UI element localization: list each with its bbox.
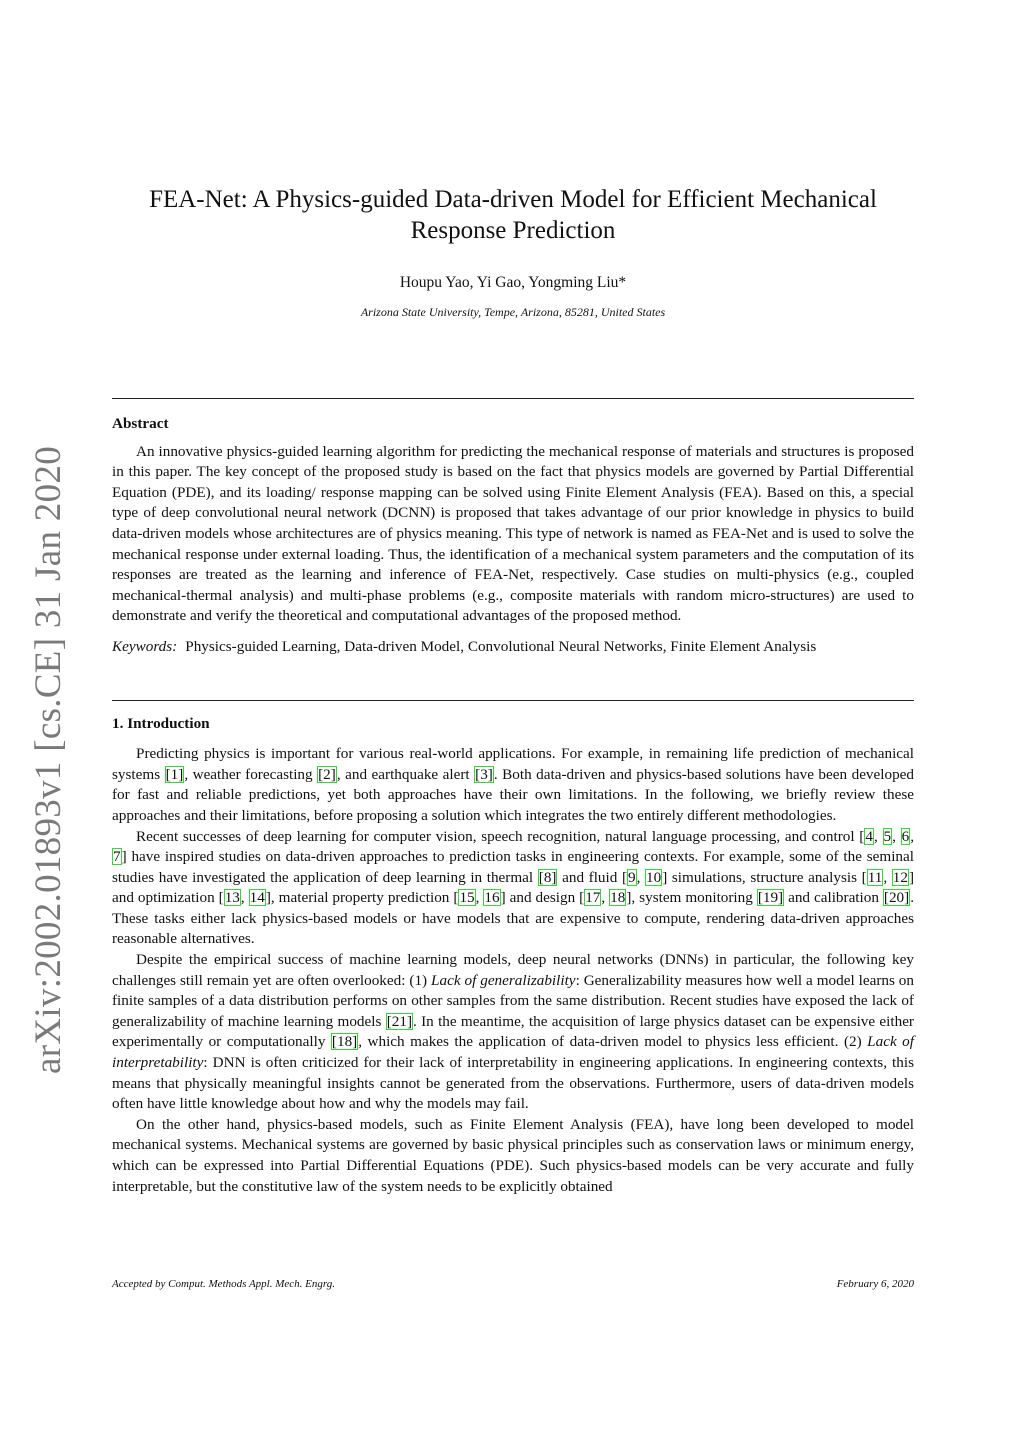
text-run: , and earthquake alert xyxy=(336,765,475,783)
citation-link[interactable]: 12 xyxy=(892,868,908,886)
citation-link[interactable]: 5 xyxy=(883,827,892,845)
citation-link[interactable]: 6 xyxy=(901,827,910,845)
footer-journal: Accepted by Comput. Methods Appl. Mech. Engrg. xyxy=(112,1278,336,1290)
intro-paragraph-2 xyxy=(112,827,914,951)
intro-paragraph-3 xyxy=(112,950,914,1115)
separator: , xyxy=(892,827,901,845)
text-run: and fluid [ xyxy=(557,868,628,886)
citation-link[interactable]: [21] xyxy=(386,1012,413,1030)
text-run: : Generalizability measures how well a model learns on finite samples of a data distribution performs on other samples from the same distribution. Recent studies have exposed the lack of generalizability of machine learning models xyxy=(112,971,914,1030)
citation-link[interactable]: [3] xyxy=(475,765,493,783)
citation-link[interactable]: 18 xyxy=(610,889,626,907)
citation-link[interactable]: 13 xyxy=(224,889,240,907)
text-run: ] and optimization [ xyxy=(112,868,915,907)
citation-link[interactable]: [2] xyxy=(318,765,336,783)
citation-link[interactable]: 15 xyxy=(459,889,475,907)
separator: , xyxy=(601,889,610,907)
text-run: ], system monitoring xyxy=(626,889,757,907)
text-run: , which makes the application of data-driven model to physics less efficient. (2) xyxy=(358,1033,868,1051)
title-line-2: Response Prediction xyxy=(410,217,616,244)
citation-link[interactable]: [1] xyxy=(165,765,184,783)
citation-link[interactable]: [8] xyxy=(538,868,557,886)
text-run: Recent successes of deep learning for computer vision, speech recognition, natural language processing, and control [ xyxy=(136,827,865,845)
text-run: ], material property prediction [ xyxy=(265,889,459,907)
page-footer xyxy=(112,1278,914,1290)
citation-link[interactable]: [18] xyxy=(331,1033,358,1051)
main-content xyxy=(112,414,914,1197)
intro-paragraph-4: On the other hand, physics-based models, such as Finite Element Analysis (FEA), have long been developed to model mechanical systems. Mechanical systems are governed by basic physical principles such as conservation laws or minimum energy, which can be expressed into Partial Differential Equations (PDE). Such physics-based models can be very accurate and fully interpretable, but the constitutive law of the system needs to be explicitly obtained xyxy=(112,1115,914,1195)
citation-link[interactable]: 17 xyxy=(585,889,601,907)
divider-top xyxy=(112,398,914,399)
title-line-1: FEA-Net: A Physics-guided Data-driven Model for Efficient Mechanical xyxy=(149,186,877,213)
emphasis-interpretability: Lack of interpretability xyxy=(112,1033,914,1072)
text-run: . In the meantime, the acquisition of large physics dataset can be expensive either experimentally or computationally xyxy=(112,1012,914,1051)
keywords-text: Physics-guided Learning, Data-driven Model, Convolutional Neural Networks, Finite Element Analysis xyxy=(185,637,817,655)
separator: , xyxy=(636,868,646,886)
text-run: . Both data-driven and physics-based solutions have been developed for fast and reliable predictions, yet both approaches have their own limitations. In the following, we briefly review these approaches and their limitations, before proposing a solution which integrates the two entirely different methodologies. xyxy=(112,765,915,824)
affiliation: Arizona State University, Tempe, Arizona, 85281, United States xyxy=(360,305,666,319)
arxiv-identifier: arXiv:2002.01893v1 [cs.CE] 31 Jan 2020 xyxy=(27,446,69,1074)
text-run: : DNN is often criticized for their lack of interpretability in engineering applications. In engineering contexts, this means that physically meaningful insights cannot be generated from the observations. Furthermore, users of data-driven models often have little knowledge about how and why the models may fail. xyxy=(112,1054,914,1113)
text-run: . These tasks either lack physics-based models or have models that are expensive to compute, rendering data-driven approaches reasonable alternatives. xyxy=(112,889,915,948)
citation-link[interactable]: 16 xyxy=(484,889,500,907)
paper-title xyxy=(112,184,914,246)
citation-link[interactable]: 14 xyxy=(249,889,265,907)
authors: Houpu Yao, Yi Gao, Yongming Liu* xyxy=(399,274,627,291)
citation-link[interactable]: [19] xyxy=(757,889,784,907)
citation-link[interactable]: [20] xyxy=(883,889,910,907)
abstract-heading: Abstract xyxy=(112,415,169,432)
citation-link[interactable]: 4 xyxy=(865,827,873,845)
text-run: Despite the empirical success of machine learning models, deep neural networks (DNNs) in particular, the following key challenges still remain yet are often overlooked: (1) xyxy=(112,951,914,989)
separator: , xyxy=(910,827,915,845)
footer-date: February 6, 2020 xyxy=(836,1278,914,1290)
text-run: , weather forecasting xyxy=(184,765,318,783)
citation-link[interactable]: 10 xyxy=(646,868,662,886)
keywords-label: Keywords: xyxy=(112,637,178,655)
citation-link[interactable]: 7 xyxy=(113,848,121,866)
text-run: ] and design [ xyxy=(500,889,585,907)
text-run: ] simulations, structure analysis [ xyxy=(662,868,867,886)
text-run: Predicting physics is important for various real-world applications. For example, in remaining life prediction of mechanical systems xyxy=(112,745,914,783)
citation-link[interactable]: 9 xyxy=(628,868,636,886)
separator: , xyxy=(873,827,883,845)
keywords xyxy=(112,637,914,658)
text-run: ] have inspired studies on data-driven approaches to prediction tasks in engineering contexts. For example, some of the seminal studies have investigated the application of deep learning in thermal xyxy=(112,848,914,886)
text-run: and calibration xyxy=(784,889,883,907)
intro-paragraph-1 xyxy=(112,744,914,826)
citation-link[interactable]: 11 xyxy=(867,868,883,886)
intro-heading: 1. Introduction xyxy=(112,714,210,732)
separator: , xyxy=(240,889,249,907)
separator: , xyxy=(883,868,892,886)
abstract-text: An innovative physics-guided learning algorithm for predicting the mechanical response of materials and structures is proposed in this paper. The key concept of the proposed study is based on the fact that physics models are governed by Partial Differential Equation (PDE), and its loading/ response mapping can be solved using Finite Element Analysis (FEA). Based on this, a special type of deep convolutional neural network (DCNN) is proposed that takes advantage of our prior knowledge in physics to build data-driven models whose architectures are of physics meaning. This type of network is named as FEA-Net and is used to solve the mechanical response under external loading. Thus, the identification of a mechanical system parameters and the computation of its responses are treated as the learning and inference of FEA-Net, respectively. Case studies on multi-physics (e.g., coupled mechanical-thermal analysis) and multi-phase problems (e.g., composite materials with random micro-structures) are used to demonstrate and verify the theoretical and computational advantages of the proposed method. xyxy=(112,442,914,625)
separator: , xyxy=(475,889,484,907)
emphasis-generalizability: Lack of generalizability xyxy=(431,971,576,989)
arxiv-sidebar xyxy=(27,446,69,1074)
